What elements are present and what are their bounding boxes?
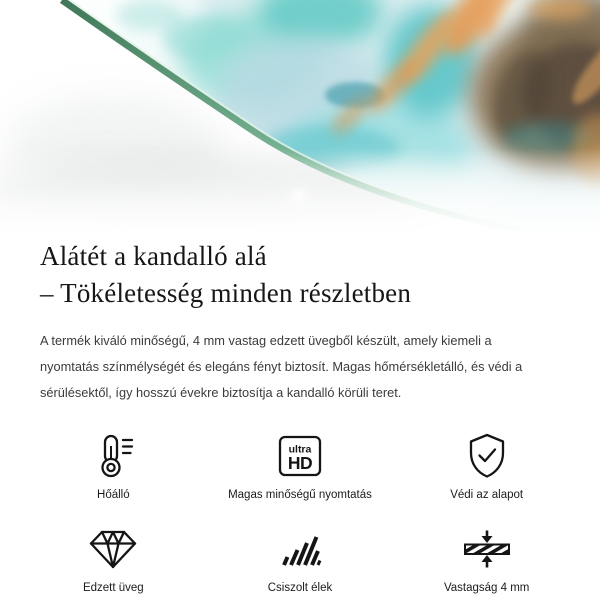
feature-label: Vastagság 4 mm [443, 582, 530, 594]
thickness-icon [459, 525, 515, 573]
feature-label: Magas minőségű nyomtatás [228, 489, 372, 501]
feature-heat-resistant [20, 432, 207, 501]
feature-thickness [393, 525, 580, 594]
feature-polished-edges [207, 525, 394, 594]
title-line-2: – Tökéletesség minden részletben [40, 278, 412, 308]
product-info-section [0, 236, 600, 594]
page-title [0, 238, 600, 312]
ultra-hd-icon [277, 432, 323, 480]
feature-label: Hőálló [97, 489, 130, 501]
feature-tempered-glass [20, 525, 207, 594]
feature-label: Védi az alapot [450, 489, 524, 501]
hd-text: HD [287, 453, 313, 473]
diamond-icon [87, 525, 139, 573]
product-description: A termék kiváló minőségű, 4 mm vastag edzett üvegből készült, amely kiemeli a nyomtatás színmélységét és elegáns fényt biztosít. Magas hőmérsékletálló, és védi a sérülésektől, így hosszú évekre biztosítja a kandalló körüli teret. [40, 333, 523, 400]
polished-edges-icon [277, 525, 323, 573]
feature-label: Csiszolt élek [267, 582, 333, 594]
feature-protects-base [393, 432, 580, 501]
feature-grid [0, 432, 600, 594]
title-line-1: Alátét a kandalló alá [40, 241, 267, 271]
ultra-text: ultra [288, 443, 312, 456]
hero-product-image [0, 0, 600, 236]
feature-label: Edzett üveg [82, 582, 144, 594]
feature-hd-print [207, 432, 394, 501]
thermometer-icon [92, 432, 134, 480]
glass-mat-photo [0, 0, 600, 236]
image-fade [0, 148, 600, 236]
shield-check-icon [464, 432, 510, 480]
